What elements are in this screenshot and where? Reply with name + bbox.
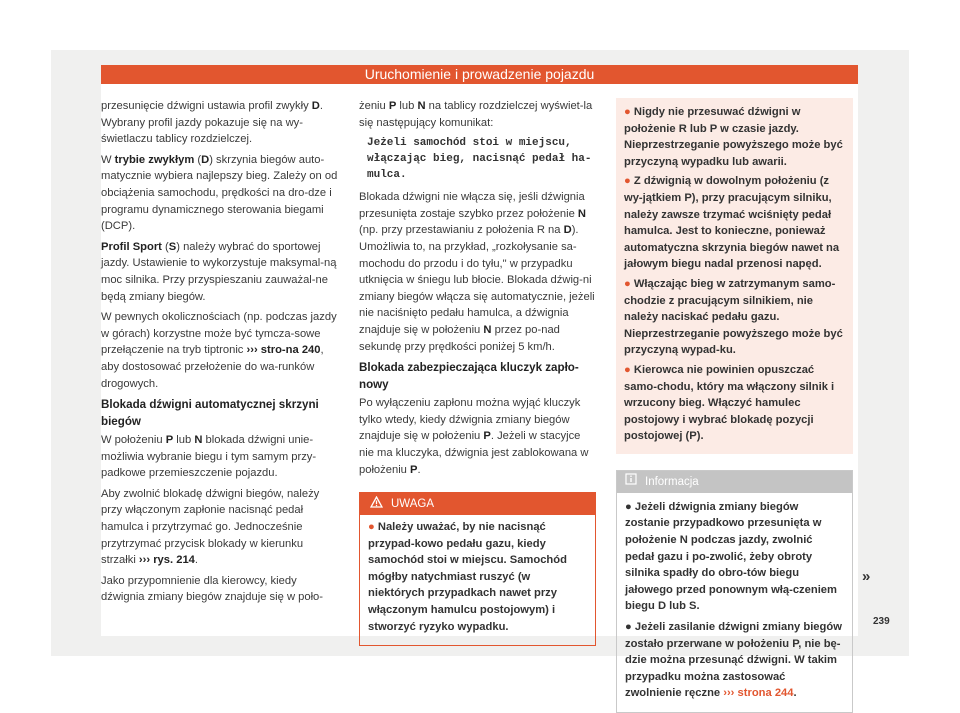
paragraph: Jako przypomnienie dla kierowcy, kiedy dźwignia zmiany biegów znajduje się w poło-	[101, 574, 324, 604]
info-icon	[625, 473, 637, 490]
warning-continuation	[616, 98, 853, 454]
info-header	[617, 471, 852, 493]
column-3	[616, 98, 853, 713]
warning-title: UWAGA	[391, 498, 435, 511]
column-2	[359, 98, 596, 646]
paragraph: Aby zwolnić blokadę dźwigni biegów, należy przy włączonym zapłonie nacisnąć pedał hamulca i przytrzymać go. Jednocześnie przytrzymać przycisk blokady w kierunku strzałki ››› rys. 214.	[101, 487, 320, 567]
page-number: 239	[873, 616, 890, 627]
info-item: ● Jeżeli dźwignia zmiany biegów zostanie przypadkowo przesunięta w położenie N podczas jazdy, zwolnić pedał gazu i po-zwolić, żeby obroty silnika spadły do obro-tów biegu jałowego przed ponownym włą-czeniem biegu D lub S.	[625, 500, 837, 613]
continue-marker: »	[862, 568, 871, 585]
bullet-icon: ●	[624, 277, 634, 290]
page-link[interactable]: ››› strona 244	[723, 687, 794, 700]
info-body	[617, 493, 852, 712]
bullet-icon: ●	[624, 363, 634, 376]
paragraph: W trybie zwykłym (D) skrzynia biegów auto-matycznie wybiera najlepszy bieg. Zależy on od obciążenia samochodu, prędkości na dro-dze i programu dynamicznego sterowania biegami (DCP).	[101, 153, 338, 233]
bullet-icon: ●	[625, 500, 635, 513]
paragraph: Profil Sport (S) należy wybrać do sportowej jazdy. Ustawienie to wykorzystuje maksymal-ną moc silnika. Przy przyspieszaniu zauważal-ne będą zmiany biegów.	[101, 240, 337, 303]
warning-body	[360, 515, 595, 645]
figure-link[interactable]: ››› rys. 214	[138, 554, 195, 567]
paragraph: Blokada dźwigni nie włącza się, jeśli dźwignia przesunięta zostaje szybko przez położenie N (np. przy przestawianiu z położenia R na D). Umożliwia to, na przykład, „rozkołysanie sa-mochodu do przodu i do tyłu," w przypadku utknięcia w śniegu lub błocie. Blokada dźwig-ni zmiany biegów włącza się automatycznie, jeżeli nie naciśnięto pedału hamulca, a dźwignia znajduje się w położeniu N przez po-nad sekundę przy prędkości poniżej 5 km/h.	[359, 191, 595, 353]
display-message: Jeżeli samochód stoi w miejscu, włączając bieg, nacisnąć pedał ha-mulca.	[367, 137, 592, 182]
chapter-header: Uruchomienie i prowadzenie pojazdu	[101, 65, 858, 84]
warning-item: ● Nigdy nie przesuwać dźwigni w położenie R lub P w czasie jazdy. Nieprzestrzeganie powyższego może być przyczyną wypadku lub awarii.	[624, 106, 843, 168]
section-heading: Blokada dźwigni automatycznej skrzyni biegów	[101, 398, 319, 429]
warning-box	[359, 492, 596, 646]
bullet-icon: ●	[368, 521, 378, 534]
column-1	[101, 98, 338, 610]
warning-header	[360, 493, 595, 515]
info-item: ● Jeżeli zasilanie dźwigni zmiany biegów zostało przerwane w położeniu P, nie bę-dzie można przesunąć dźwigni. W takim przypadku można zastosować zwolnienie ręczne ››› strona 244.	[625, 621, 842, 700]
warning-triangle-icon	[370, 496, 383, 513]
warning-item: ● Kierowca nie powinien opuszczać samo-chodu, który ma włączony silnik i wrzucony bieg. Włączyć hamulec postojowy i wybrać blokadę pozycji postojowej (P).	[624, 363, 835, 443]
paragraph: W położeniu P lub N blokada dźwigni unie-możliwia wybranie biegu i tym samym przy-padkowe przemieszczenie pojazdu.	[101, 434, 317, 480]
page-link[interactable]: ››› stro-na 240	[246, 344, 321, 357]
bullet-icon: ●	[624, 175, 634, 188]
section-heading: Blokada zabezpieczająca kluczyk zapło-nowy	[359, 361, 579, 392]
warning-item: ● Włączając bieg w zatrzymanym samo-chodzie z pracującym silnikiem, nie należy naciskać pedału gazu. Nieprzestrzeganie powyższego może być przyczyną wypad-ku.	[624, 277, 843, 357]
bullet-icon: ●	[625, 621, 635, 634]
paragraph: Po wyłączeniu zapłonu można wyjąć kluczyk tylko wtedy, kiedy dźwignia zmiany biegów znajduje się w położeniu P. Jeżeli w stacyjce nie ma kluczyka, dźwignia jest zablokowana w położeniu P.	[359, 397, 589, 476]
info-box	[616, 470, 853, 713]
bullet-icon: ●	[624, 106, 634, 118]
warning-item: ● Z dźwignią w dowolnym położeniu (z wy-jątkiem P), przy pracującym silniku, należy zawsze trzymać wciśnięty pedał hamulca. Jest to konieczne, ponieważ automatyczna skrzynia biegów nawet na jałowym biegu nadal przenosi napęd.	[624, 175, 840, 271]
warning-item: ● Należy uważać, by nie nacisnąć przypad-kowo pedału gazu, kiedy samochód stoi w miejscu. Samochód mógłby natychmiast ruszyć (w niektórych przypadkach nawet przy włączonym hamulcu postojowym) i stworzyć ryzyko wypadku.	[368, 521, 567, 633]
paragraph: żeniu P lub N na tablicy rozdzielczej wyświet-la się następujący komunikat:	[359, 100, 593, 129]
info-title: Informacja	[645, 475, 699, 488]
paragraph: przesunięcie dźwigni ustawia profil zwykły D. Wybrany profil jazdy pokazuje się na wy-świetlaczu tablicy rozdzielczej.	[101, 100, 323, 146]
paragraph: W pewnych okolicznościach (np. podczas jazdy w górach) korzystne może być tymcza-sowe przełączenie na tryb tiptronic ››› stro-na 240, aby dostosować przełożenie do wa-runków drogowych.	[101, 311, 337, 390]
